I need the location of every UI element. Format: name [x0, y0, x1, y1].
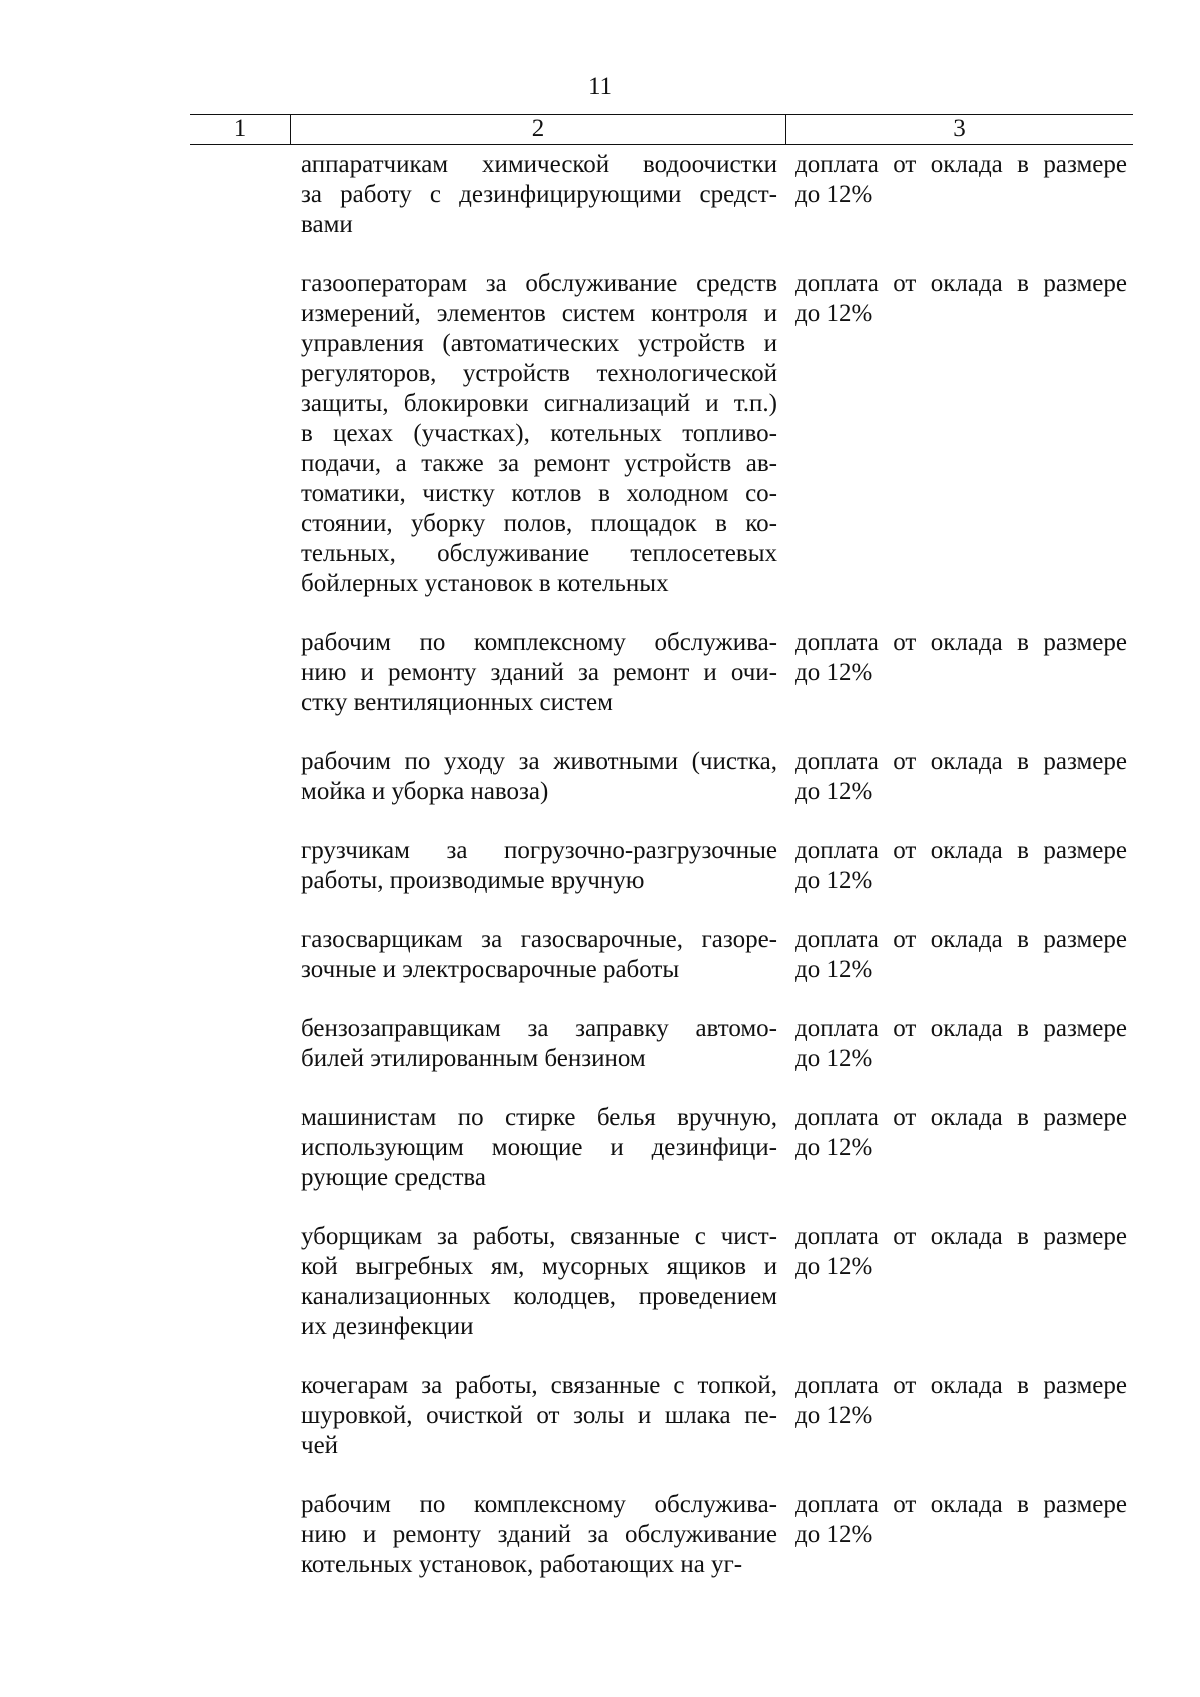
payment-line: доплата от оклада в размере — [795, 270, 1127, 297]
work-description — [301, 747, 777, 807]
work-description — [301, 269, 777, 599]
payment-condition — [795, 1371, 1127, 1461]
payment-line: доплата от оклада в размере — [795, 837, 1127, 864]
description-line: измерений, элементов систем контроля и — [301, 300, 777, 327]
table-row — [0, 628, 1200, 718]
description-line: шуровкой, очисткой от золы и шлака пе- — [301, 1402, 777, 1429]
column-header-3: 3 — [953, 115, 966, 142]
work-description — [301, 1490, 777, 1580]
payment-line: доплата от оклада в размере — [795, 1372, 1127, 1399]
column-header-1: 1 — [190, 115, 291, 144]
description-line: томатики, чистку котлов в холодном со- — [301, 480, 777, 507]
description-line: кочегарам за работы, связанные с топкой, — [301, 1372, 777, 1399]
description-line: бойлерных установок в котельных — [301, 570, 669, 597]
description-line: чей — [301, 1432, 339, 1459]
description-line: нию и ремонту зданий за обслуживание — [301, 1521, 777, 1548]
table-row — [0, 925, 1200, 985]
description-line: стоянии, уборку полов, площадок в ко- — [301, 510, 777, 537]
table-row — [0, 1490, 1200, 1580]
description-line: стку вентиляционных систем — [301, 689, 613, 716]
work-description — [301, 628, 777, 718]
description-line: газооператорам за обслуживание средств — [301, 270, 777, 297]
payment-line: до 12% — [795, 956, 873, 983]
work-description — [301, 150, 777, 240]
payment-line: доплата от оклада в размере — [795, 1223, 1127, 1250]
table-body — [0, 150, 1200, 1609]
description-line: в цехах (участках), котельных топливо- — [301, 420, 777, 447]
payment-line: до 12% — [795, 778, 873, 805]
page-number: 11 — [587, 73, 613, 100]
payment-line: до 12% — [795, 1045, 873, 1072]
description-line: за работу с дезинфицирующими средст- — [301, 181, 777, 208]
description-line: уборщикам за работы, связанные с чист- — [301, 1223, 777, 1250]
description-line: нию и ремонту зданий за ремонт и очи- — [301, 659, 777, 686]
payment-line: доплата от оклада в размере — [795, 926, 1127, 953]
payment-line: до 12% — [795, 181, 873, 208]
payment-condition — [795, 1490, 1127, 1580]
table-row — [0, 269, 1200, 599]
description-line: котельных установок, работающих на уг- — [301, 1551, 743, 1578]
payment-line: до 12% — [795, 867, 873, 894]
payment-line: до 12% — [795, 1253, 873, 1280]
work-description — [301, 1222, 777, 1342]
work-description — [301, 1014, 777, 1074]
payment-line: доплата от оклада в размере — [795, 1015, 1127, 1042]
description-line: мойка и уборка навоза) — [301, 778, 549, 805]
payment-line: доплата от оклада в размере — [795, 151, 1127, 178]
work-description — [301, 836, 777, 896]
table-row — [0, 747, 1200, 807]
payment-condition — [795, 1103, 1127, 1193]
description-line: машинистам по стирке белья вручную, — [301, 1104, 777, 1131]
table-row — [0, 1222, 1200, 1342]
payment-condition — [795, 1014, 1127, 1074]
work-description — [301, 1103, 777, 1193]
work-description — [301, 1371, 777, 1461]
description-line: вами — [301, 211, 353, 238]
column-header-2: 2 — [291, 115, 786, 144]
payment-line: до 12% — [795, 1521, 873, 1548]
table-row — [0, 1371, 1200, 1461]
table-column-header — [190, 114, 1133, 145]
description-line: регуляторов, устройств технологической — [301, 360, 777, 387]
payment-line: доплата от оклада в размере — [795, 748, 1127, 775]
description-line: рующие средства — [301, 1164, 486, 1191]
payment-condition — [795, 925, 1127, 985]
table-row — [0, 836, 1200, 896]
description-line: газосварщикам за газосварочные, газоре- — [301, 926, 777, 953]
description-line: рабочим по комплексному обслужива- — [301, 1491, 777, 1518]
table-row — [0, 1103, 1200, 1193]
payment-line: доплата от оклада в размере — [795, 1491, 1127, 1518]
description-line: билей этилированным бензином — [301, 1045, 646, 1072]
payment-line: до 12% — [795, 1134, 873, 1161]
description-line: защиты, блокировки сигнализаций и т.п.) — [301, 390, 777, 417]
payment-condition — [795, 747, 1127, 807]
description-line: аппаратчикам химической водоочистки — [301, 151, 777, 178]
work-description — [301, 925, 777, 985]
description-line: зочные и электросварочные работы — [301, 956, 680, 983]
payment-line: доплата от оклада в размере — [795, 629, 1127, 656]
table-row — [0, 150, 1200, 240]
description-line: работы, производимые вручную — [301, 867, 645, 894]
description-line: подачи, а также за ремонт устройств ав- — [301, 450, 777, 477]
description-line: кой выгребных ям, мусорных ящиков и — [301, 1253, 777, 1280]
table-row — [0, 1014, 1200, 1074]
description-line: тельных, обслуживание теплосетевых — [301, 540, 777, 567]
description-line: использующим моющие и дезинфици- — [301, 1134, 777, 1161]
description-line: канализационных колодцев, проведением — [301, 1283, 777, 1310]
payment-condition — [795, 628, 1127, 718]
payment-line: до 12% — [795, 300, 873, 327]
description-line: рабочим по комплексному обслужива- — [301, 629, 777, 656]
payment-condition — [795, 150, 1127, 240]
description-line: их дезинфекции — [301, 1313, 474, 1340]
description-line: рабочим по уходу за животными (чистка, — [301, 748, 777, 775]
payment-condition — [795, 269, 1127, 599]
payment-line: доплата от оклада в размере — [795, 1104, 1127, 1131]
description-line: управления (автоматических устройств и — [301, 330, 777, 357]
payment-condition — [795, 836, 1127, 896]
description-line: бензозаправщикам за заправку автомо- — [301, 1015, 777, 1042]
payment-line: до 12% — [795, 659, 873, 686]
payment-line: до 12% — [795, 1402, 873, 1429]
description-line: грузчикам за погрузочно-разгрузочные — [301, 837, 777, 864]
payment-condition — [795, 1222, 1127, 1342]
